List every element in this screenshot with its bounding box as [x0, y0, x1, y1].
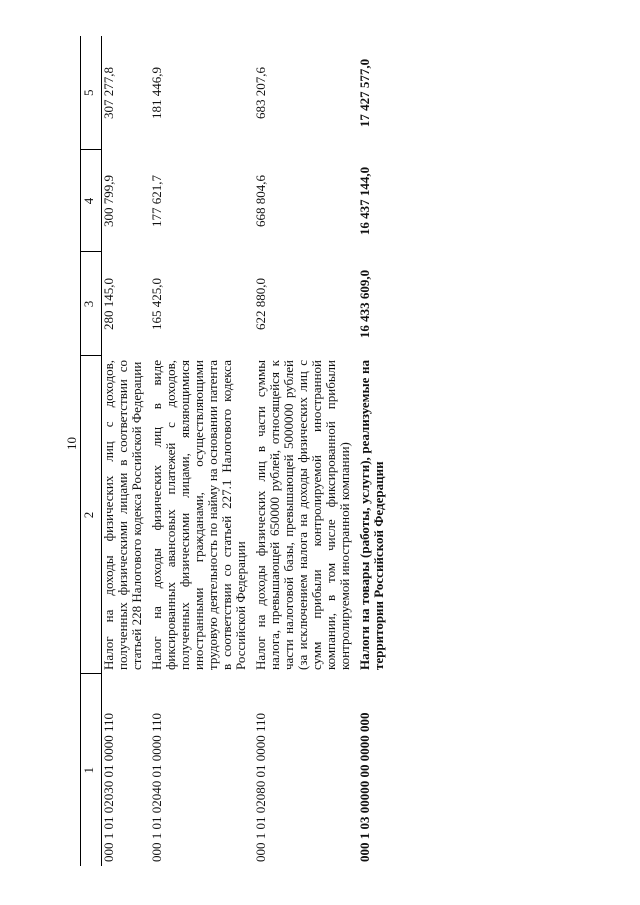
table-row — [254, 36, 358, 866]
rotated-page — [80, 36, 580, 866]
income-name: Налог на доходы физических лиц в части суммы налога, превышающей 650000 рублей, относящейся к части налоговой базы, превышающей 5000000 рублей (за исключением налога на доходы физических лиц с сумм прибыли контролируемой иностранной компании, в том числе фиксированной прибыли контролируемой иностранной компании) — [253, 360, 352, 670]
amount-col3: 622 880,0 — [253, 278, 268, 330]
amount-col4: 177 621,7 — [149, 175, 164, 227]
table-header-row — [81, 36, 102, 866]
amount-col4: 300 799,9 — [101, 175, 116, 227]
amount-col3: 165 425,0 — [149, 278, 164, 330]
column-header: 2 — [81, 356, 102, 674]
table-row — [102, 36, 151, 866]
amount-col5: 307 277,8 — [101, 67, 116, 119]
budget-table — [80, 36, 392, 866]
budget-code: 000 1 01 02080 01 0000 110 — [253, 712, 268, 862]
budget-code: 000 1 03 00000 00 0000 000 — [357, 712, 372, 862]
table-row-total — [358, 36, 392, 866]
column-header: 4 — [81, 150, 102, 252]
amount-col5: 181 446,9 — [149, 67, 164, 119]
income-name: Налоги на товары (работы, услуги), реализуемые на территории Российской Федерации — [357, 360, 386, 670]
amount-col5: 17 427 577,0 — [357, 58, 372, 128]
column-header: 5 — [81, 36, 102, 150]
amount-col4: 668 804,6 — [253, 175, 268, 227]
column-header: 3 — [81, 252, 102, 356]
table-row — [150, 36, 254, 866]
budget-code: 000 1 01 02030 01 0000 110 — [101, 712, 116, 862]
amount-col3: 280 145,0 — [101, 278, 116, 330]
page-number: 10 — [64, 437, 79, 450]
income-name: Налог на доходы физических лиц в виде фиксированных авансовых платежей с доходов, полученных физическими лицами, являющимися иностранными гражданами, осуществляющими трудовую деятельность по найму на основании патента в соответствии со статьей 227.1 Налогового кодекса Российской Федерации — [149, 360, 248, 670]
amount-col4: 16 437 144,0 — [357, 166, 372, 236]
budget-code: 000 1 01 02040 01 0000 110 — [149, 712, 164, 862]
column-header: 1 — [81, 674, 102, 866]
amount-col5: 683 207,6 — [253, 67, 268, 119]
income-name: Налог на доходы физических лиц с доходов, полученных физическими лицами в соответствии со статьей 228 Налогового кодекса Российской Федерации — [101, 360, 144, 670]
amount-col3: 16 433 609,0 — [357, 269, 372, 339]
